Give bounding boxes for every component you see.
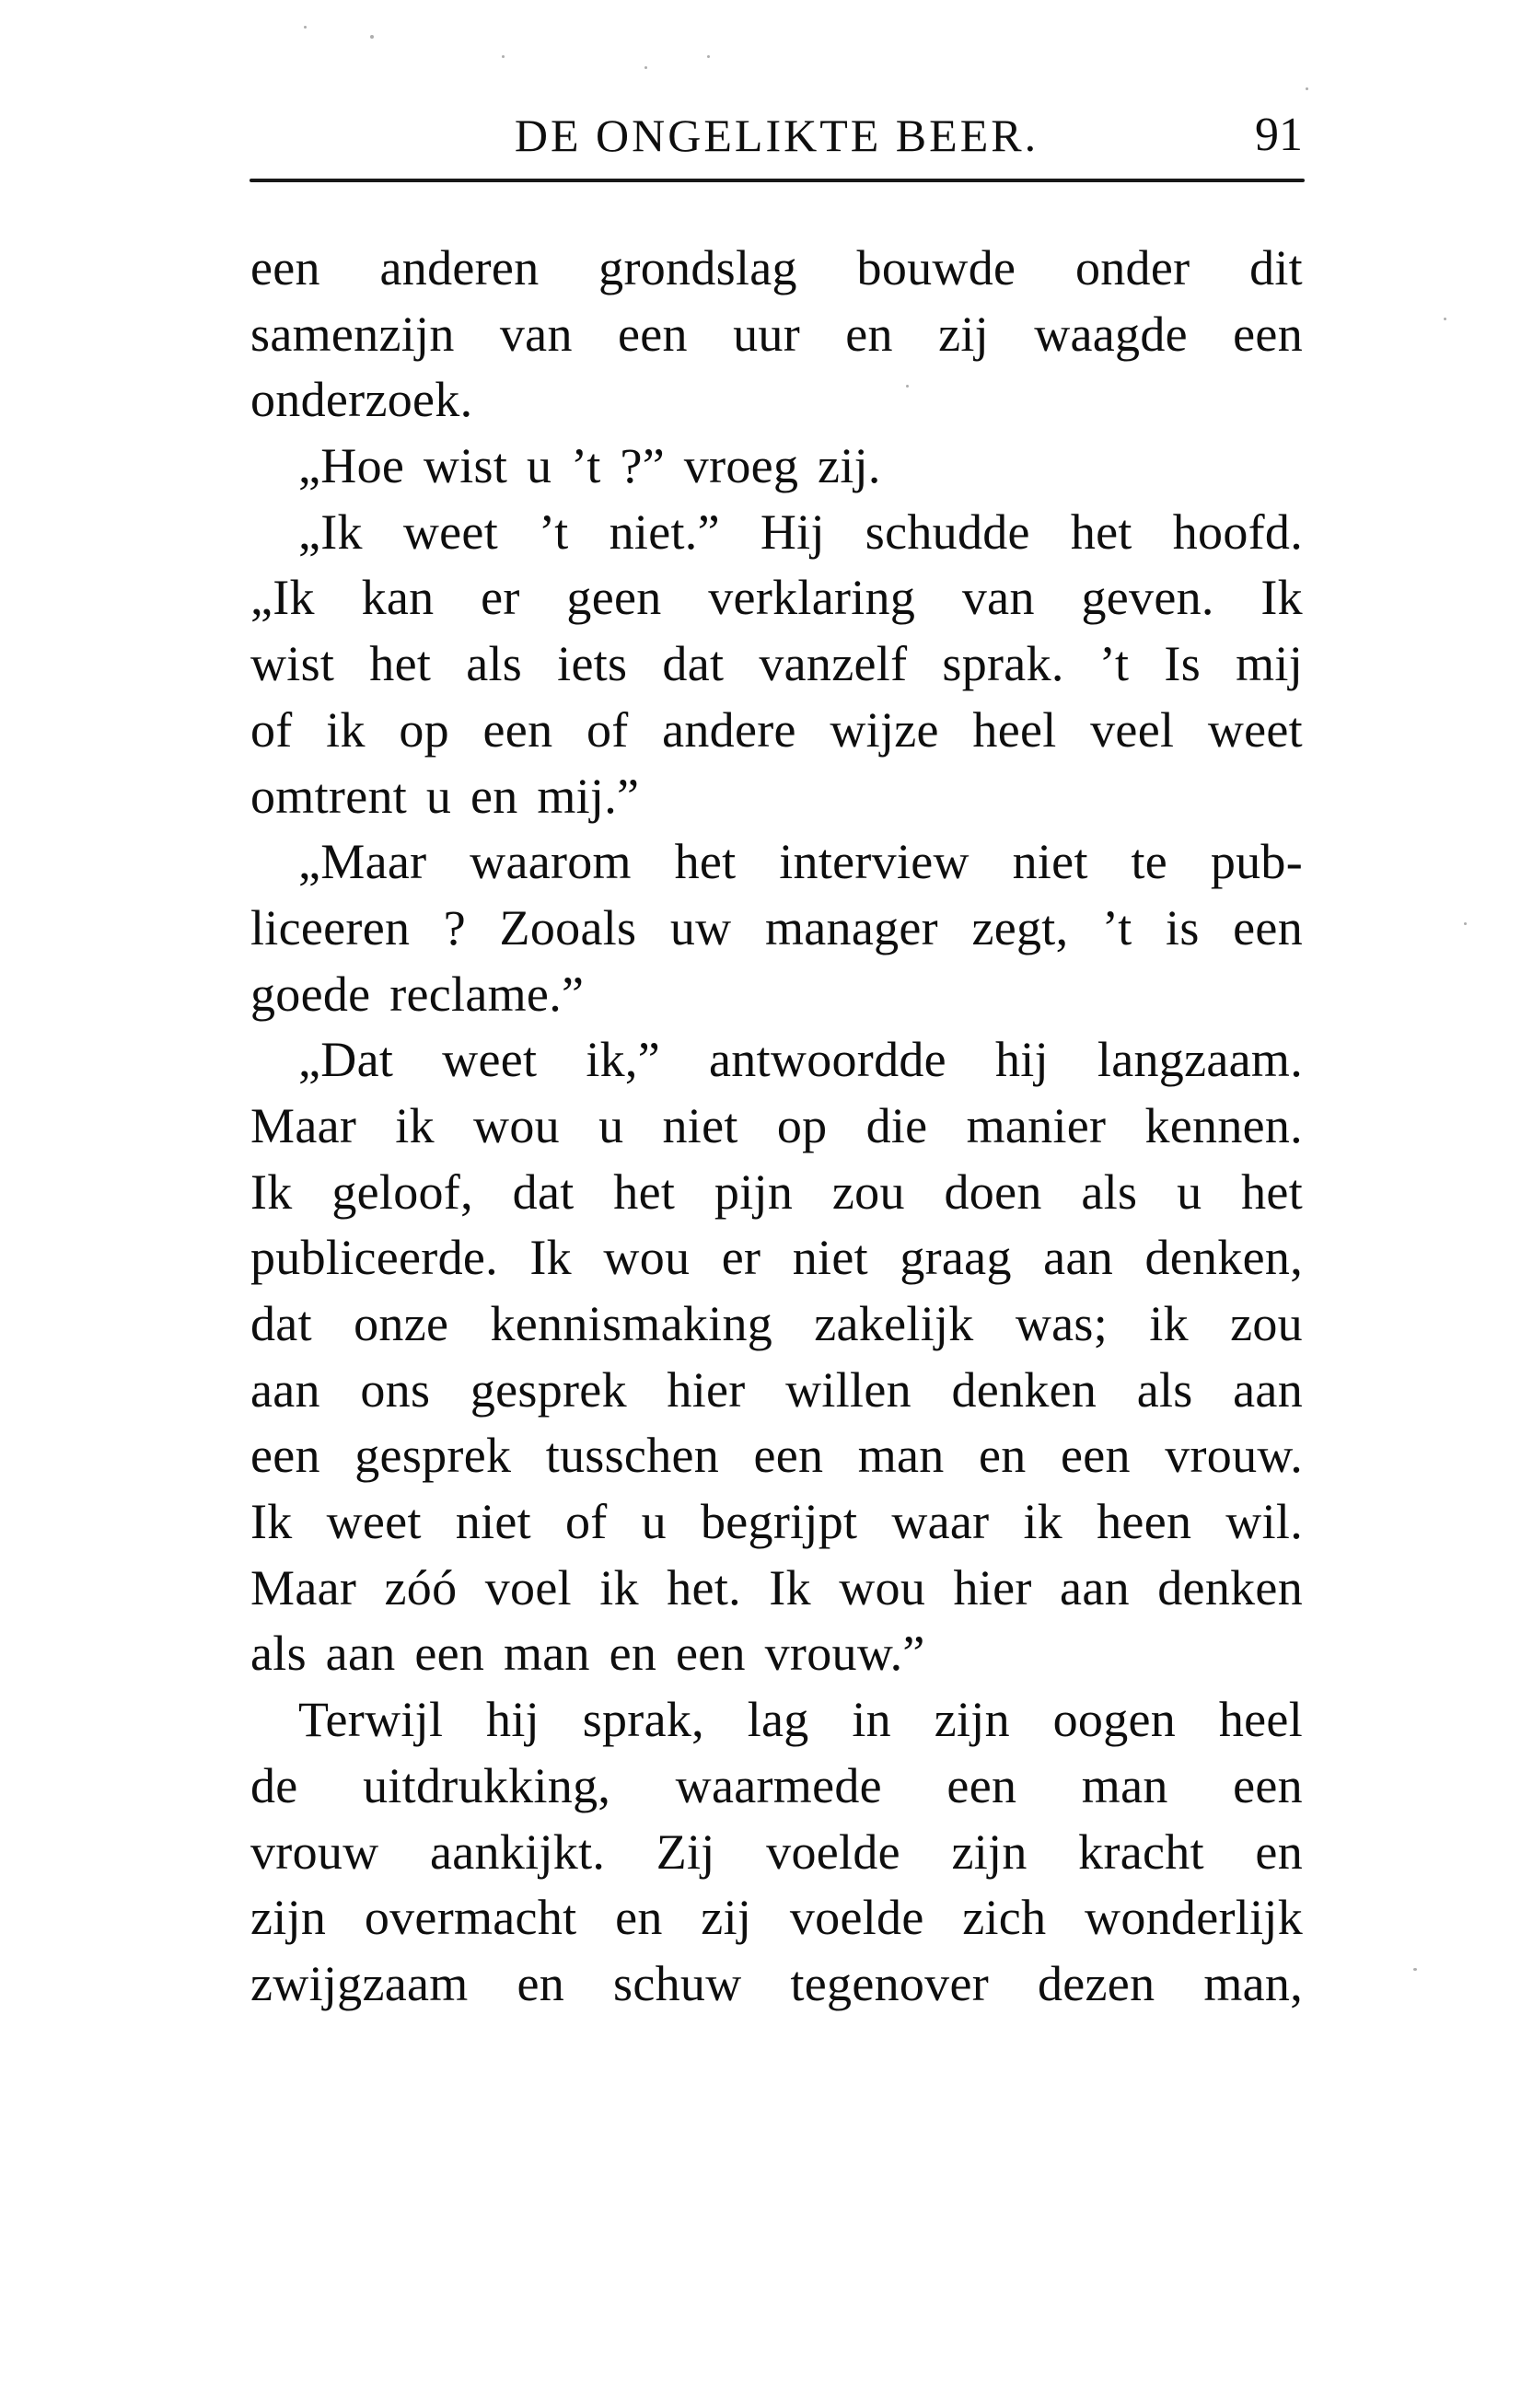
scan-speckle: [370, 35, 374, 39]
text-line: vrouw aankijkt. Zij voelde zijn kracht en: [250, 1823, 1303, 1880]
text-line: „Hoe wist u ’t ?” vroeg zij.: [298, 438, 881, 494]
page-number: 91: [1255, 109, 1303, 161]
text-line: samenzijn van een uur en zij waagde een: [250, 306, 1303, 362]
text-line: „Dat weet ik,” antwoordde hij langzaam.: [298, 1032, 1303, 1088]
scan-speckle: [1413, 1968, 1417, 1971]
text-line: „Ik kan er geen verklaring van geven. Ik: [250, 570, 1303, 626]
running-head: [250, 107, 1303, 164]
text-line: „Maar waarom het interview niet te pub-: [298, 834, 1303, 890]
text-line: een anderen grondslag bouwde onder dit: [250, 240, 1303, 295]
text-line: Maar ik wou u niet op die manier kennen.: [250, 1097, 1303, 1153]
text-line: een gesprek tusschen een man en een vrouw.: [250, 1428, 1303, 1484]
text-line: goede reclame.”: [250, 966, 585, 1022]
text-line: Terwijl hij sprak, lag in zijn oogen heel: [298, 1692, 1303, 1748]
text-line: wist het als iets dat vanzelf sprak. ’t Is mij: [250, 636, 1303, 692]
text-line: Ik geloof, dat het pijn zou doen als u het: [250, 1163, 1303, 1220]
scan-speckle: [1444, 318, 1446, 320]
text-line: publiceerde. Ik wou er niet graag aan denken,: [250, 1230, 1303, 1286]
text-line: onderzoek.: [250, 372, 473, 428]
text-line: zijn overmacht en zij voelde zich wonderlijk: [250, 1890, 1303, 1946]
text-line: Ik weet niet of u begrijpt waar ik heen wil.: [250, 1494, 1303, 1550]
text-line: zwijgzaam en schuw tegenover dezen man,: [250, 1955, 1303, 2011]
text-line: aan ons gesprek hier willen denken als aan: [250, 1361, 1303, 1418]
header-rule: [250, 179, 1305, 182]
text-line: Maar zóó voel ik het. Ik wou hier aan denken: [250, 1559, 1303, 1615]
scan-speckle: [304, 26, 307, 29]
body-text: [250, 236, 1303, 2018]
text-line: als aan een man en een vrouw.”: [250, 1626, 925, 1682]
text-line: of ik op een of andere wijze heel veel weet: [250, 701, 1303, 758]
text-line: liceeren ? Zooals uw manager zegt, ’t is een: [250, 899, 1303, 955]
page-title: DE ONGELIKTE BEER.: [514, 110, 1039, 161]
text-line: „Ik weet ’t niet.” Hij schudde het hoofd.: [298, 504, 1303, 560]
scan-speckle: [1306, 87, 1308, 90]
scan-speckle: [707, 55, 710, 58]
scan-speckle: [1464, 922, 1467, 925]
text-line: de uitdrukking, waarmede een man een: [250, 1757, 1303, 1813]
scan-speckle: [502, 55, 505, 58]
text-line: omtrent u en mij.”: [250, 768, 640, 824]
scan-speckle: [644, 66, 647, 69]
text-line: dat onze kennismaking zakelijk was; ik zou: [250, 1296, 1303, 1351]
scan-speckle: [906, 385, 909, 388]
